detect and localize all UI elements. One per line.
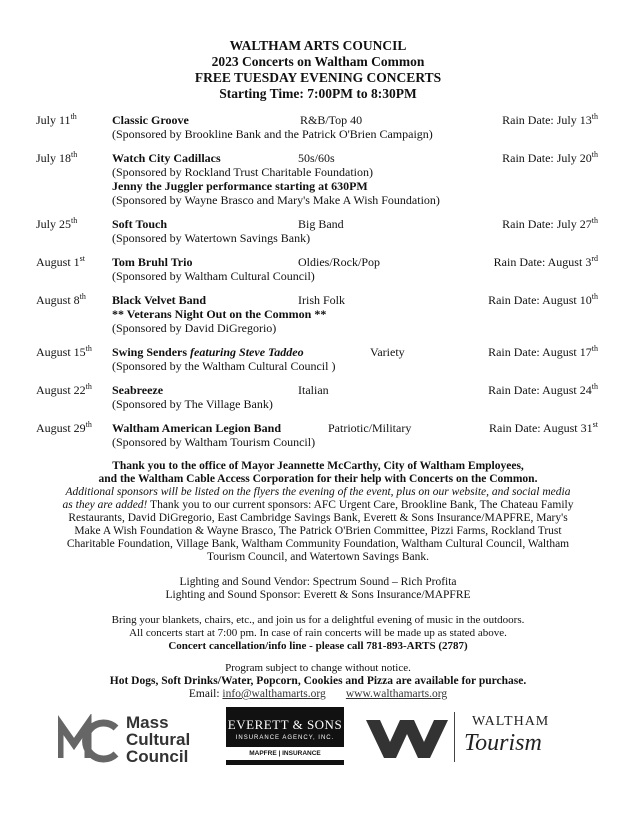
mcc-text: Mass Cultural Council: [126, 713, 191, 766]
everett-name: EVERETT & SONS: [227, 717, 343, 732]
concert-date: July 11th: [36, 112, 77, 127]
concert-genre: 50s/60s: [298, 151, 335, 165]
season-title: 2023 Concerts on Waltham Common: [211, 54, 425, 69]
rain-date: Rain Date: August 24th: [488, 382, 598, 397]
concert-sponsor: (Sponsored by The Village Bank): [112, 397, 273, 411]
sponsors-list-line: Make A Wish Foundation & Wayne Brasco, The Patrick O'Brien Committee, Pizzi Farms, Rockland Trust: [74, 525, 562, 537]
rain-date: Rain Date: July 20th: [502, 150, 598, 165]
program-notice: Program subject to change without notice.: [225, 662, 411, 674]
thanks-line: and the Waltham Cable Access Corporation for their help with Concerts on the Common.: [98, 473, 538, 485]
info-line: Concert cancellation/info line - please call 781-893-ARTS (2787): [168, 640, 468, 652]
logo-divider: [454, 712, 455, 762]
concert-genre: Irish Folk: [298, 293, 346, 307]
concert-title: Watch City Cadillacs: [112, 151, 221, 165]
bring-blankets-note: Bring your blankets, chairs, etc., and join us for a delightful evening of music in the outdoors.: [111, 614, 525, 626]
concert-genre: Big Band: [298, 217, 344, 231]
sound-vendor: Lighting and Sound Vendor: Spectrum Sound – Rich Profita: [179, 576, 457, 588]
concert-date: July 18th: [36, 150, 78, 165]
concert-genre: Variety: [370, 345, 405, 359]
mass-cultural-council-logo: [58, 712, 208, 768]
concert-sponsor: (Sponsored by Brookline Bank and the Patrick O'Brien Campaign): [112, 127, 433, 141]
concessions-note: Hot Dogs, Soft Drinks/Water, Popcorn, Cookies and Pizza are available for purchase.: [109, 675, 527, 687]
concert-sponsor: (Sponsored by David DiGregorio): [112, 321, 277, 335]
concert-title: Classic Groove: [112, 113, 189, 127]
everett-sons-logo: [226, 707, 344, 765]
email-link[interactable]: info@walthamarts.org: [222, 688, 326, 700]
rain-date: Rain Date: July 13th: [502, 112, 598, 127]
concert-sponsor: (Sponsored by Wayne Brasco and Mary's Make A Wish Foundation): [112, 193, 440, 207]
concert-title: Tom Bruhl Trio: [112, 255, 193, 269]
rain-date: Rain Date: August 31st: [488, 420, 598, 435]
concert-sponsor: (Sponsored by Rockland Trust Charitable Foundation): [112, 165, 373, 179]
concert-sponsor: (Sponsored by Watertown Savings Bank): [112, 231, 311, 245]
sponsors-list-line: Charitable Foundation, Village Bank, Waltham Community Foundation, Waltham Cultural Council, Waltham: [66, 538, 570, 550]
concert-title: Black Velvet Band: [112, 293, 207, 307]
org-title: WALTHAM ARTS COUNCIL: [229, 38, 407, 53]
concert-genre: R&B/Top 40: [300, 113, 363, 127]
concert-date: August 29th: [36, 420, 92, 435]
concert-title: Swing Senders featuring Steve Taddeo: [112, 345, 304, 359]
concert-date: August 1st: [36, 254, 86, 269]
sponsors-list-line: Restaurants, David DiGregorio, East Cambridge Savings Bank, Everett & Sons Insurance/MAPFRE, Mary's: [68, 512, 568, 524]
website-link[interactable]: www.walthamarts.org: [345, 688, 448, 700]
additional-sponsors-note: Additional sponsors will be listed on the flyers the evening of the event, plus on our website, and social media: [65, 486, 571, 498]
mcc-logo-icon: [58, 714, 120, 764]
concert-sponsor: (Sponsored by the Waltham Cultural Council ): [112, 359, 336, 373]
sponsors-list-line: Tourism Council, and Watertown Savings Bank.: [207, 551, 429, 563]
mapfre-label: MAPFRE | INSURANCE: [226, 747, 344, 760]
concert-sponsor: (Sponsored by Waltham Tourism Council): [112, 435, 316, 449]
waltham-text: WALTHAM: [472, 714, 550, 729]
sponsors-list-line: as they are added! Thank you to our current sponsors: AFC Urgent Care, Brookline Bank, The Chateau Family: [62, 499, 574, 511]
special-event: ** Veterans Night Out on the Common **: [112, 307, 327, 321]
concert-genre: Patriotic/Military: [328, 421, 412, 435]
everett-subtitle: INSURANCE AGENCY, INC.: [235, 735, 335, 741]
tourism-text: Tourism: [464, 730, 542, 756]
series-title: FREE TUESDAY EVENING CONCERTS: [194, 70, 442, 85]
start-time: Starting Time: 7:00PM to 8:30PM: [219, 86, 417, 101]
concert-title: Seabreeze: [112, 383, 164, 397]
concert-genre: Italian: [298, 383, 329, 397]
rain-date: Rain Date: August 17th: [488, 344, 598, 359]
concert-date: August 15th: [36, 344, 92, 359]
sound-sponsor: Lighting and Sound Sponsor: Everett & Sons Insurance/MAPFRE: [165, 589, 471, 601]
rain-date: Rain Date: August 10th: [488, 292, 598, 307]
concert-genre: Oldies/Rock/Pop: [298, 255, 381, 269]
w-logo-icon: [366, 716, 448, 762]
concert-date: August 8th: [36, 292, 86, 307]
contact-line: Email: info@walthamarts.org www.walthamarts.org: [188, 688, 448, 700]
rain-date: Rain Date: August 3rd: [493, 254, 598, 269]
concert-date: August 22th: [36, 382, 92, 397]
waltham-tourism-logo: [366, 710, 586, 766]
rain-date: Rain Date: July 27th: [502, 216, 598, 231]
special-performance: Jenny the Juggler performance starting at 630PM: [112, 179, 368, 193]
thanks-line: Thank you to the office of Mayor Jeannette McCarthy, City of Waltham Employees,: [112, 460, 524, 472]
concert-title: Waltham American Legion Band: [112, 421, 282, 435]
concert-title: Soft Touch: [112, 217, 168, 231]
concert-sponsor: (Sponsored by Waltham Cultural Council): [112, 269, 315, 283]
concert-date: July 25th: [36, 216, 78, 231]
rain-policy: All concerts start at 7:00 pm. In case of rain concerts will be made up as stated above.: [129, 627, 507, 639]
